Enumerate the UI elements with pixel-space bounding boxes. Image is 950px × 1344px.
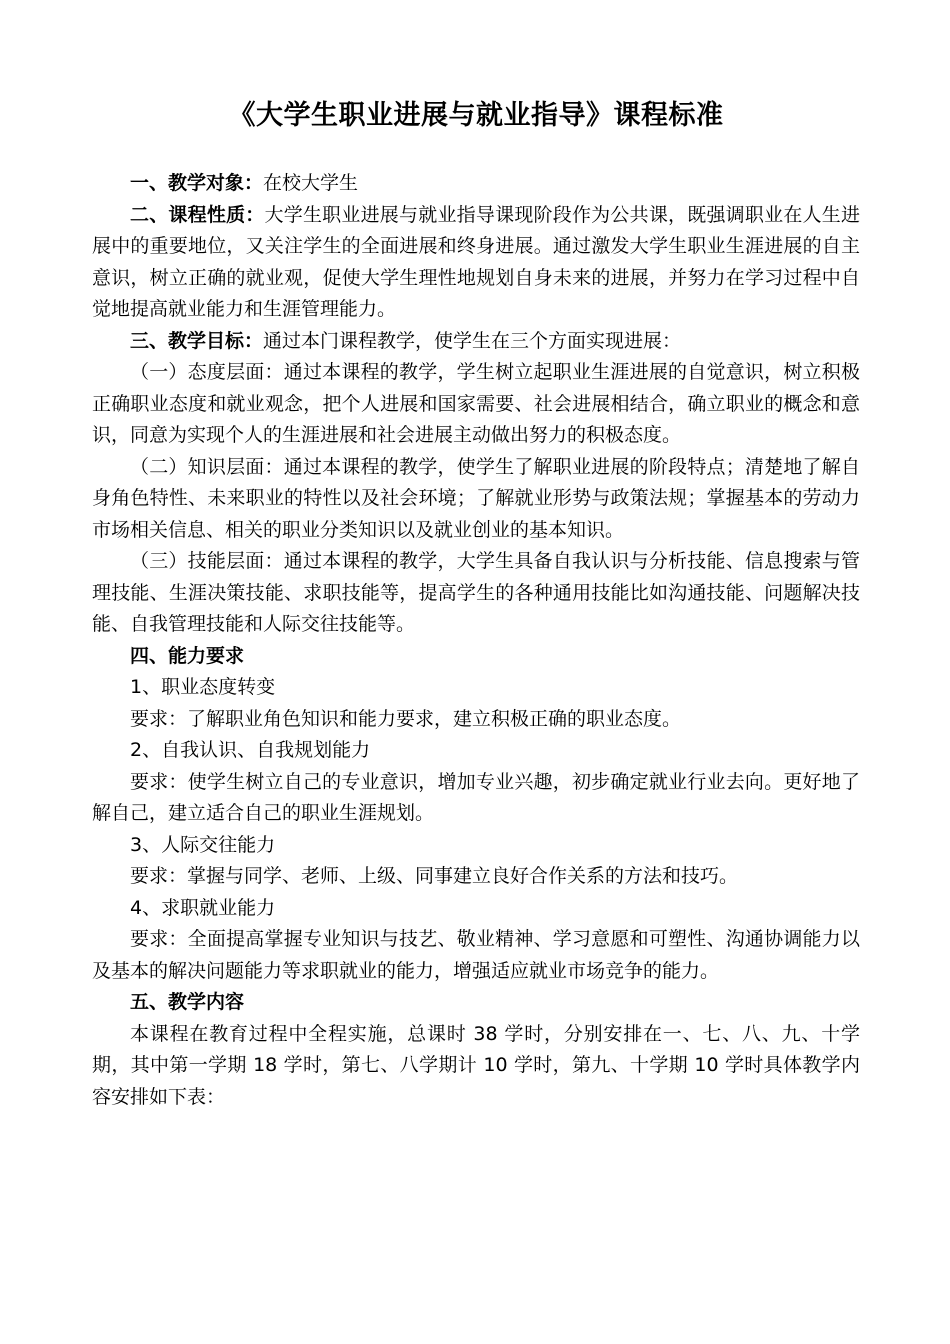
goal-attitude: （一）态度层面：通过本课程的教学，学生树立起职业生涯进展的自觉意识，树立积极正确职业态度和就业观念，把个人进展和国家需要、社会进展相结合，确立职业的概念和意识，同意为实现个人的生涯进展和社会进展主动做出努力的积极态度。 [92, 361, 860, 446]
section-heading: 一、教学对象： [130, 172, 264, 194]
requirement-text: 要求：使学生树立自己的专业意识，增加专业兴趣，初步确定就业行业去向。更好地了解自己，建立适合自己的职业生涯规划。 [92, 770, 860, 824]
document-page [92, 96, 860, 1113]
requirement-text: 要求：掌握与同学、老师、上级、同事建立良好合作关系的方法和技巧。 [130, 865, 739, 887]
section-heading: 二、课程性质： [130, 203, 265, 226]
section-teaching-target [92, 168, 860, 200]
requirement-text: 要求：了解职业角色知识和能力要求，建立积极正确的职业态度。 [130, 707, 682, 730]
section-ability-requirements: 四、能力要求 [130, 644, 245, 667]
section-heading: 三、教学目标： [130, 329, 264, 352]
teaching-content-text: 本课程在教育过程中全程实施，总课时 38 学时，分别安排在一、七、八、九、十学期，其中第一学期 18 学时，第七、八学期计 10 学时，第九、十学期 10 学时具体教学内容安排如下表： [92, 1022, 860, 1108]
requirement-title: 4、求职就业能力 [130, 896, 276, 919]
section-teaching-goals [92, 326, 860, 358]
requirement-title: 1、职业态度转变 [130, 676, 276, 698]
section-text: 通过本门课程教学，使学生在三个方面实现进展： [263, 329, 682, 352]
requirement-title: 2、自我认识、自我规划能力 [130, 739, 371, 761]
section-text: 在校大学生 [263, 172, 359, 194]
requirement-text: 要求：全面提高掌握专业知识与技艺、敬业精神、学习意愿和可塑性、沟通协调能力以及基本的解决问题能力等求职就业的能力，增强适应就业市场竞争的能力。 [92, 928, 860, 982]
section-text: 大学生职业进展与就业指导课现阶段作为公共课，既强调职业在人生进展中的重要地位，又关注学生的全面进展和终身进展。通过激发大学生职业生涯进展的自主意识，树立正确的就业观，促使大学生理性地规划自身未来的进展，并努力在学习过程中自觉地提高就业能力和生涯管理能力。 [92, 203, 860, 320]
document-title: 《大学生职业进展与就业指导》课程标准 [228, 100, 724, 131]
goal-knowledge: （二）知识层面：通过本课程的教学，使学生了解职业进展的阶段特点；清楚地了解自身角色特性、未来职业的特性以及社会环境；了解就业形势与政策法规；掌握基本的劳动力市场相关信息、相关的职业分类知识以及就业创业的基本知识。 [92, 455, 860, 541]
section-course-nature [92, 200, 860, 326]
goal-skill: （三）技能层面：通过本课程的教学，大学生具备自我认识与分析技能、信息搜索与管理技能、生涯决策技能、求职技能等，提高学生的各种通用技能比如沟通技能、问题解决技能、自我管理技能和人际交往技能等。 [92, 550, 860, 635]
requirement-title: 3、人际交往能力 [130, 833, 276, 856]
section-teaching-content: 五、教学内容 [130, 991, 245, 1013]
